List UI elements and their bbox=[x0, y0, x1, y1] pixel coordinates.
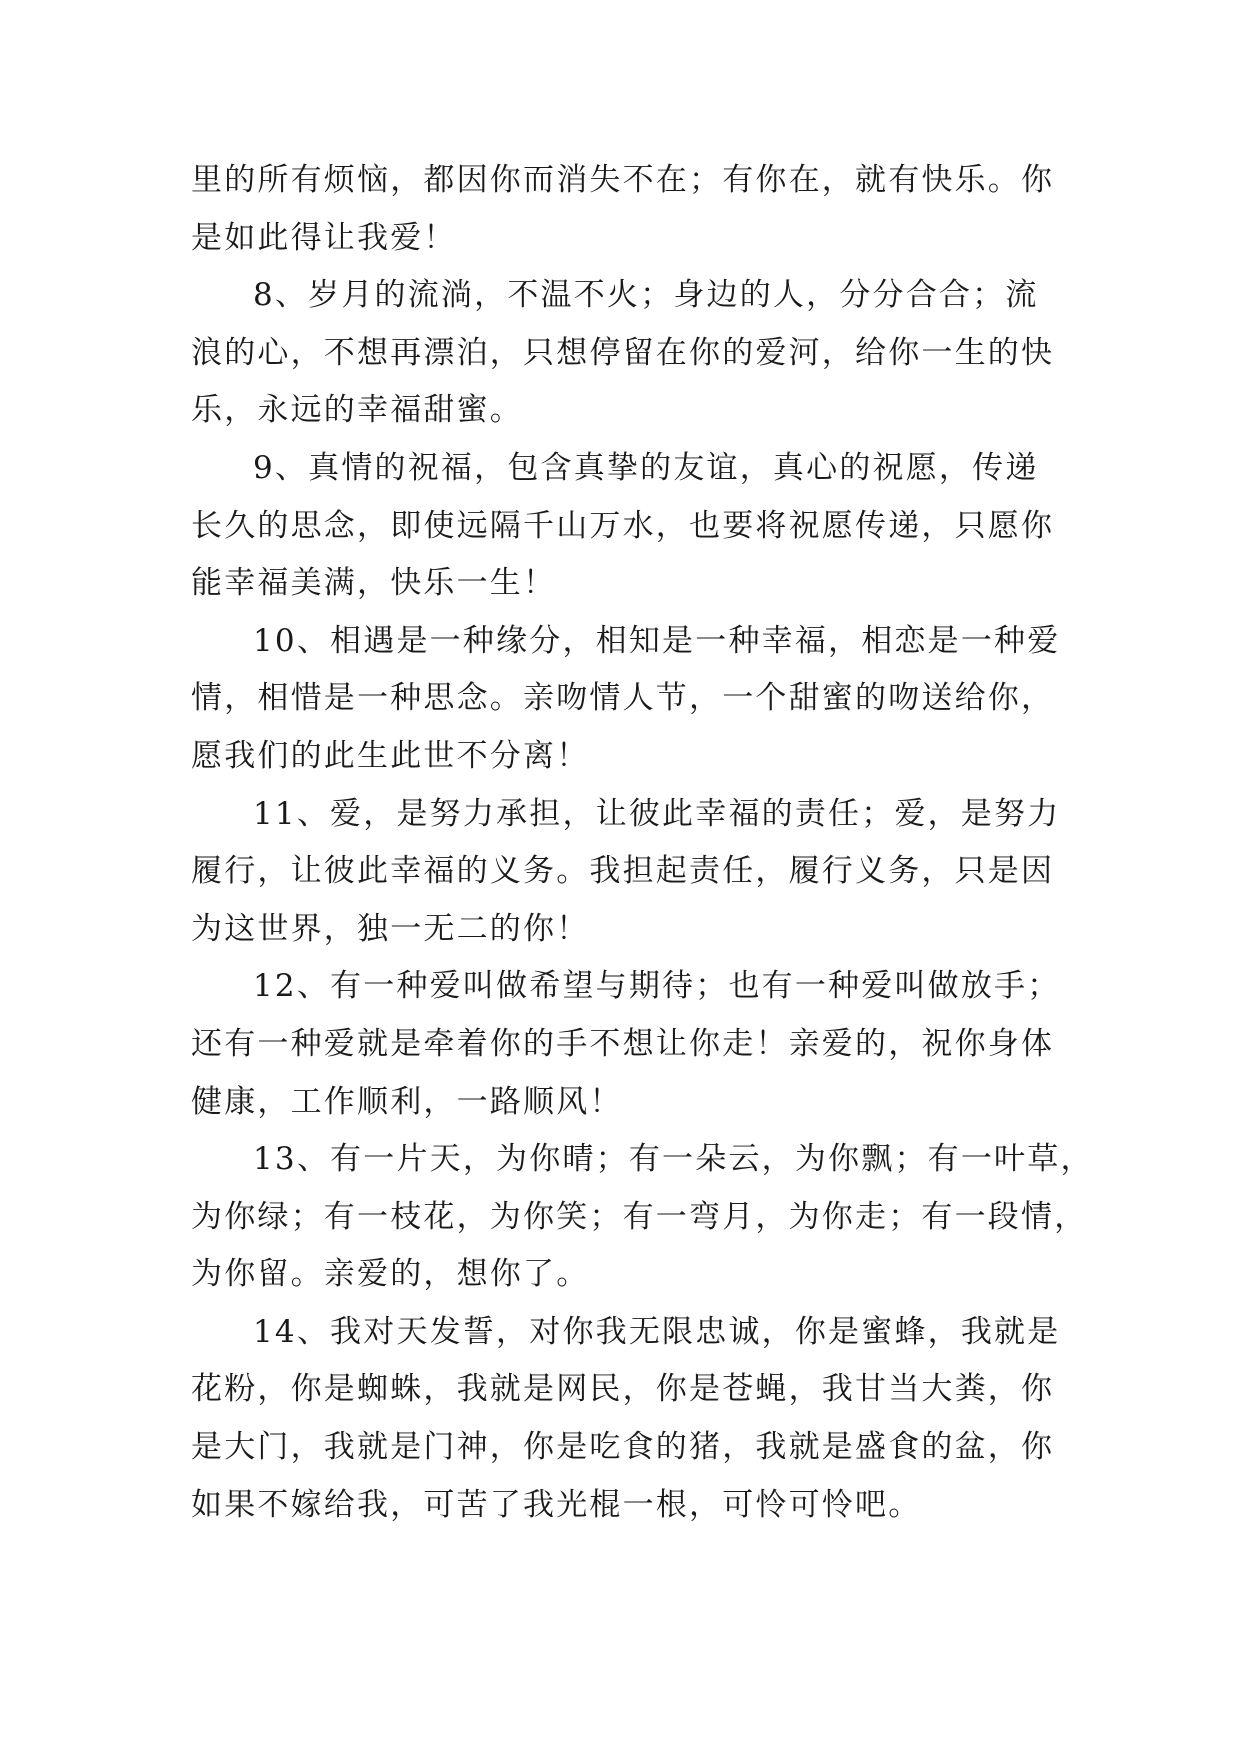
paragraph-line: 花粉，你是蜘蛛，我就是网民，你是苍蝇，我甘当大粪，你 bbox=[191, 1371, 1055, 1408]
paragraph-continuation bbox=[191, 152, 1055, 267]
paragraph-line: 8、岁月的流淌，不温不火；身边的人，分分合合；流 bbox=[253, 277, 1039, 314]
paragraph-line: 长久的思念，即使远隔千山万水，也要将祝愿传递，只愿你 bbox=[191, 507, 1055, 544]
paragraph-line: 11、爱，是努力承担，让彼此幸福的责任；爱，是努力 bbox=[253, 795, 1061, 832]
paragraph-9 bbox=[191, 440, 1055, 613]
paragraph-line: 能幸福美满，快乐一生！ bbox=[191, 565, 557, 602]
paragraph-line: 履行，让彼此幸福的义务。我担起责任，履行义务，只是因 bbox=[191, 853, 1055, 890]
paragraph-8 bbox=[191, 267, 1055, 440]
paragraph-line: 9、真情的祝福，包含真挚的友谊，真心的祝愿，传递 bbox=[253, 449, 1039, 486]
paragraph-line: 为这世界，独一无二的你！ bbox=[191, 910, 590, 947]
paragraph-line: 健康，工作顺利，一路顺风！ bbox=[191, 1083, 623, 1120]
paragraph-10 bbox=[191, 613, 1061, 786]
paragraph-11 bbox=[191, 786, 1061, 959]
paragraph-14 bbox=[191, 1304, 1061, 1534]
paragraph-12 bbox=[191, 958, 1061, 1131]
paragraph-line: 10、相遇是一种缘分，相知是一种幸福，相恋是一种爱 bbox=[253, 622, 1061, 659]
paragraph-line: 是大门，我就是门神，你是吃食的猪，我就是盛食的盆，你 bbox=[191, 1429, 1055, 1466]
paragraph-line: 是如此得让我爱！ bbox=[191, 219, 457, 256]
paragraph-line: 13、有一片天，为你晴；有一朵云，为你飘；有一叶草， bbox=[253, 1141, 1094, 1178]
paragraph-line: 愿我们的此生此世不分离！ bbox=[191, 737, 590, 774]
paragraph-line: 14、我对天发誓，对你我无限忠诚，你是蜜蜂，我就是 bbox=[253, 1313, 1061, 1350]
paragraph-line: 12、有一种爱叫做希望与期待；也有一种爱叫做放手； bbox=[253, 968, 1061, 1005]
document-body bbox=[191, 152, 1094, 1534]
paragraph-line: 为你留。亲爱的，想你了。 bbox=[191, 1256, 590, 1293]
paragraph-line: 还有一种爱就是牵着你的手不想让你走！亲爱的，祝你身体 bbox=[191, 1025, 1055, 1062]
paragraph-line: 情，相惜是一种思念。亲吻情人节，一个甜蜜的吻送给你， bbox=[191, 680, 1055, 717]
paragraph-line: 如果不嫁给我，可苦了我光棍一根，可怜可怜吧。 bbox=[191, 1486, 922, 1523]
paragraph-line: 浪的心，不想再漂泊，只想停留在你的爱河，给你一生的快 bbox=[191, 334, 1055, 371]
paragraph-13 bbox=[191, 1131, 1094, 1304]
paragraph-line: 里的所有烦恼，都因你而消失不在；有你在，就有快乐。你 bbox=[191, 162, 1055, 198]
paragraph-line: 为你绿；有一枝花，为你笑；有一弯月，为你走；有一段情， bbox=[191, 1198, 1088, 1235]
paragraph-line: 乐，永远的幸福甜蜜。 bbox=[191, 392, 523, 429]
